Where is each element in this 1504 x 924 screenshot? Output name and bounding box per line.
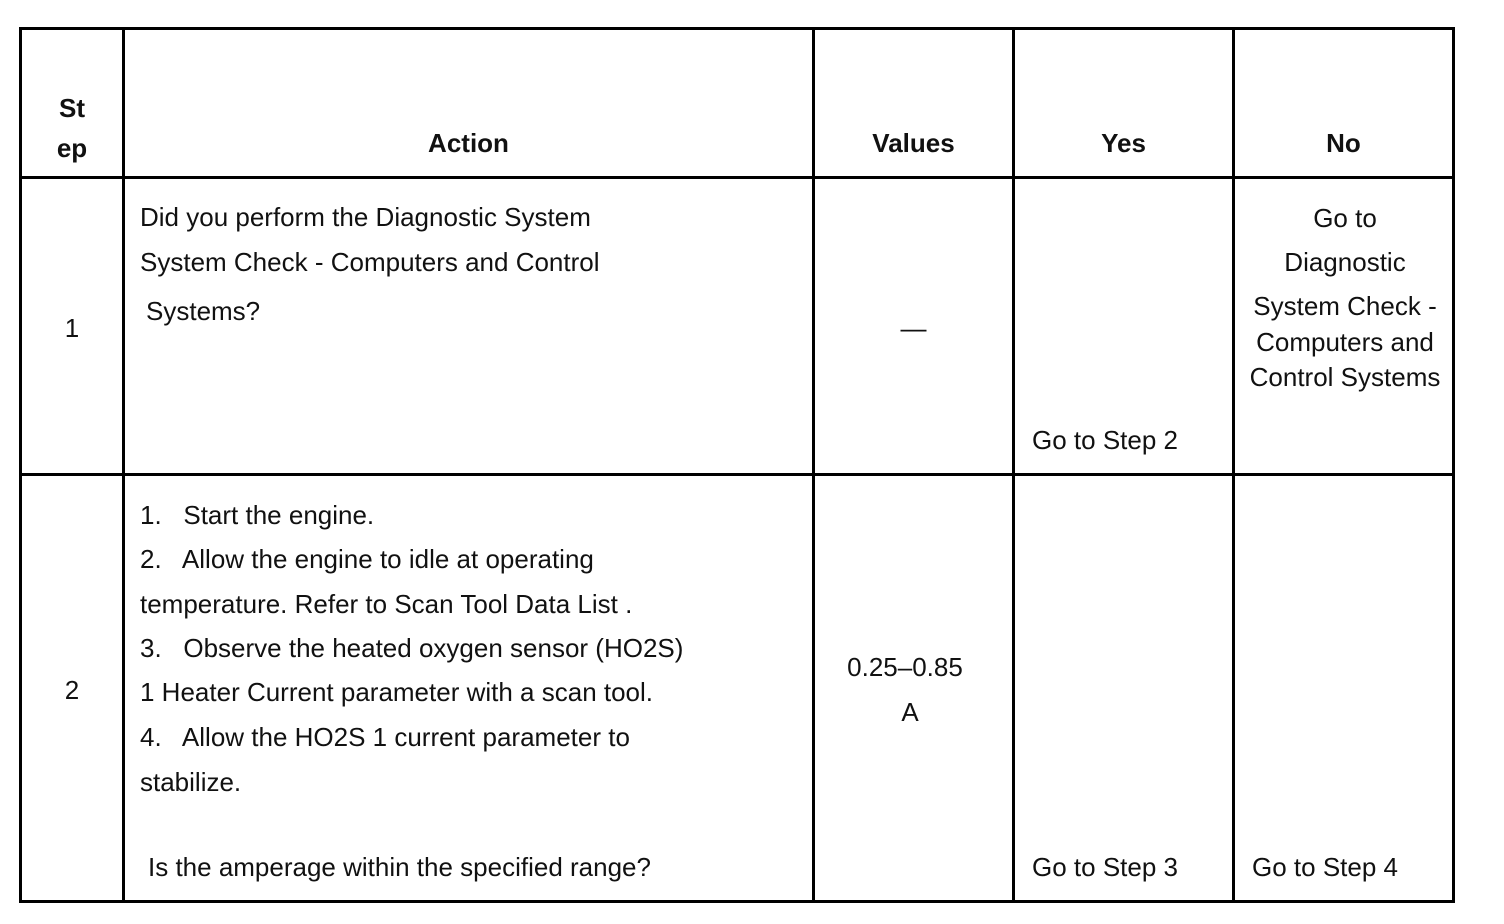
- row1-value: —: [900, 313, 927, 343]
- header-step-line2: ep: [56, 133, 88, 163]
- col-divider-action: [812, 30, 815, 900]
- row2-action-line4: 3. Observe the heated oxygen sensor (HO2S): [140, 633, 684, 663]
- row2-action-line5: 1 Heater Current parameter with a scan tool.: [140, 677, 654, 707]
- row1-action-line2: System Check - Computers and Control: [140, 247, 600, 277]
- col-divider-yes: [1232, 30, 1235, 900]
- header-values: Values: [872, 128, 955, 158]
- row2-action-line3: temperature. Refer to Scan Tool Data List .: [140, 589, 633, 619]
- header-step: [22, 88, 122, 168]
- col-divider-step: [122, 30, 125, 900]
- row2-value-line2: A: [901, 697, 919, 727]
- row-divider: [22, 473, 1452, 476]
- row2-value-line1: 0.25–0.85: [847, 652, 963, 682]
- row1-no-line5: Control Systems: [1249, 362, 1441, 392]
- row1-no-line2: Diagnostic: [1284, 247, 1406, 277]
- row2-no: Go to Step 4: [1252, 852, 1398, 882]
- row2-action-line7: stabilize.: [140, 767, 242, 797]
- row1-action-line3: Systems?: [146, 296, 261, 326]
- row1-no-line4: Computers and: [1256, 327, 1434, 357]
- header-yes: Yes: [1101, 128, 1146, 158]
- row1-no-line1: Go to: [1313, 203, 1377, 233]
- row2-step: 2: [64, 675, 80, 705]
- row2-question: Is the amperage within the specified range?: [148, 852, 651, 882]
- header-divider: [22, 176, 1452, 179]
- row1-no-line3: System Check -: [1253, 291, 1437, 321]
- row2-action-line1: 1. Start the engine.: [140, 500, 375, 530]
- row1-step: 1: [64, 313, 80, 343]
- row2-action-line6: 4. Allow the HO2S 1 current parameter to: [140, 722, 630, 752]
- header-action: Action: [428, 128, 509, 158]
- header-no: No: [1326, 128, 1361, 158]
- header-step-line1: St: [59, 93, 85, 123]
- row1-action-line1: Did you perform the Diagnostic System: [140, 202, 591, 232]
- col-divider-values: [1012, 30, 1015, 900]
- row2-yes: Go to Step 3: [1032, 852, 1178, 882]
- diagnostic-table: [19, 27, 1455, 903]
- row2-action-line2: 2. Allow the engine to idle at operating: [140, 544, 594, 574]
- row1-yes: Go to Step 2: [1032, 425, 1178, 455]
